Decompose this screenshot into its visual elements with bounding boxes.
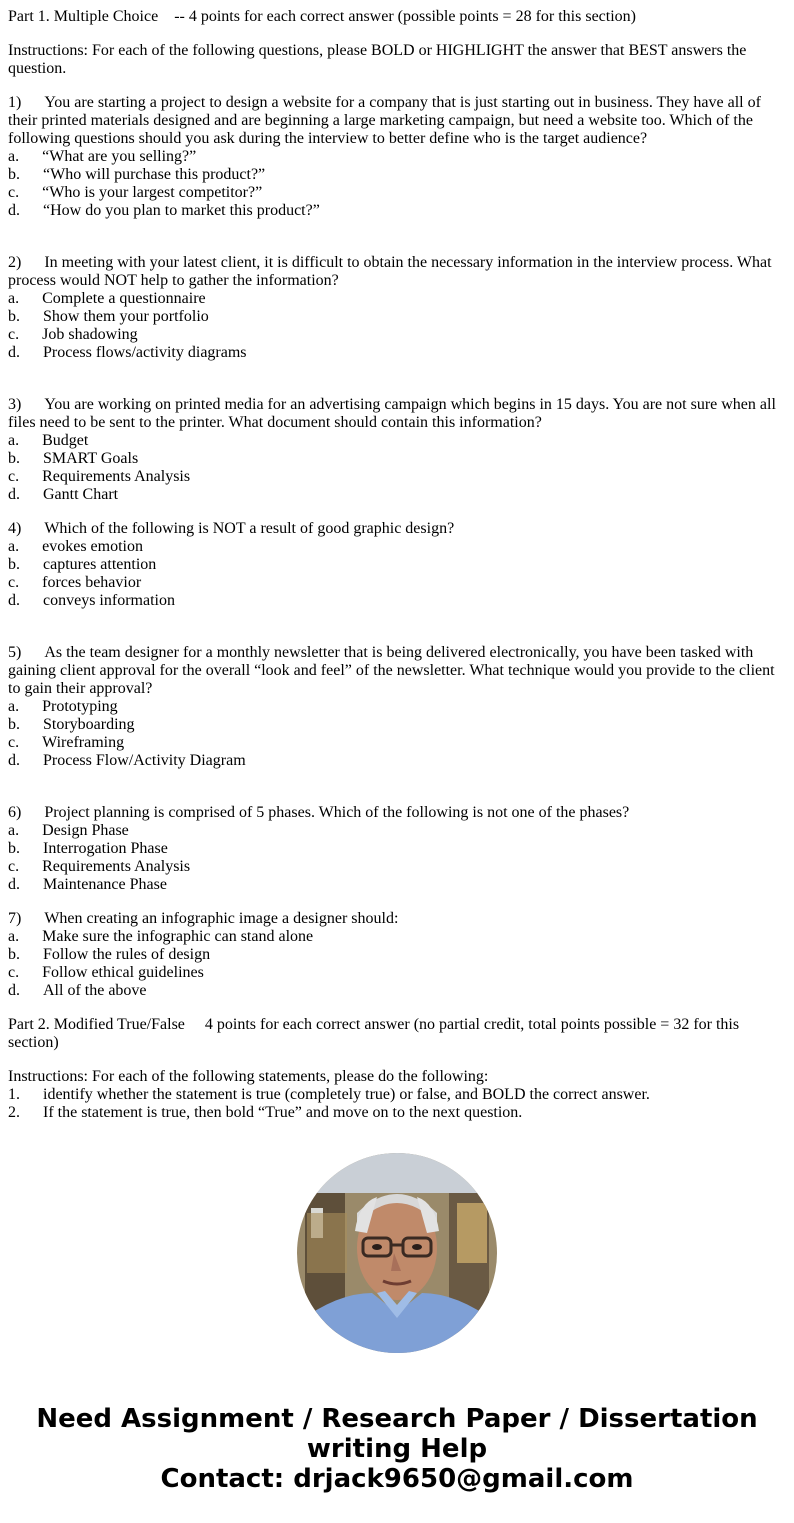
option-c: c. forces behavior [8, 574, 142, 591]
promo-line-1: Need Assignment / Research Paper / Dissertation [36, 1404, 758, 1434]
question-number: 3) [8, 396, 22, 413]
question-number: 7) [8, 910, 22, 927]
step-1: 1. identify whether the statement is true (completely true) or false, and BOLD the correct answer. [8, 1086, 650, 1103]
author-photo [297, 1153, 497, 1353]
question-2 [8, 254, 788, 362]
option-c: c. Wireframing [8, 734, 125, 751]
question-number: 4) [8, 520, 22, 537]
part2-instructions: Instructions: For each of the following statements, please do the following: [8, 1068, 489, 1085]
option-a: a. Make sure the infographic can stand alone [8, 928, 314, 945]
question-number: 5) [8, 644, 22, 661]
promo-contact[interactable]: Contact: drjack9650@gmail.com [160, 1464, 634, 1494]
option-a: a. Complete a questionnaire [8, 290, 206, 307]
step-2: 2. If the statement is true, then bold “True” and move on to the next question. [8, 1104, 523, 1121]
option-a: a. Prototyping [8, 698, 118, 715]
question-text: As the team designer for a monthly newsletter that is being delivered electronically, you have been tasked with gaining client approval for the overall “look and feel” of the newsletter. What technique would you provide to the client to gain their approval? [8, 644, 775, 697]
part1-title: Part 1. Multiple Choice -- 4 points for each correct answer (possible points = 28 for this section) [8, 8, 636, 25]
option-d: d. “How do you plan to market this product?” [8, 202, 320, 219]
part2-title: Part 2. Modified True/False 4 points for each correct answer (no partial credit, total points possible = 32 for this section) [8, 1016, 744, 1051]
question-text: In meeting with your latest client, it is difficult to obtain the necessary information in the interview process. What process would NOT help to gather the information? [8, 254, 772, 289]
option-d: d. conveys information [8, 592, 175, 609]
promo-line-2: writing Help [306, 1434, 488, 1464]
option-d: d. Process Flow/Activity Diagram [8, 752, 246, 769]
question-4 [8, 520, 788, 610]
option-a: a. Budget [8, 432, 89, 449]
option-a: a. “What are you selling?” [8, 148, 197, 165]
option-a: a. Design Phase [8, 822, 129, 839]
question-number: 2) [8, 254, 22, 271]
portrait-illustration [297, 1153, 497, 1353]
question-number: 6) [8, 804, 22, 821]
part1-instructions: Instructions: For each of the following questions, please BOLD or HIGHLIGHT the answer that BEST answers the question. [8, 42, 747, 77]
question-text: When creating an infographic image a designer should: [44, 910, 399, 927]
question-text: You are starting a project to design a website for a company that is just starting out in business. They have all of their printed materials designed and are beginning a large marketing campaign, but need a website too. Which of the following questions should you ask during the interview to better define who is the target audience? [8, 94, 761, 147]
question-7 [8, 910, 788, 1000]
question-text: Which of the following is NOT a result of good graphic design? [44, 520, 455, 537]
part2-steps [8, 1086, 788, 1122]
option-b: b. “Who will purchase this product?” [8, 166, 266, 183]
option-b: b. Storyboarding [8, 716, 135, 733]
question-number: 1) [8, 94, 22, 111]
question-1 [8, 94, 788, 220]
question-text: Project planning is comprised of 5 phases. Which of the following is not one of the phases? [44, 804, 630, 821]
promo-banner [0, 1404, 794, 1494]
option-b: b. SMART Goals [8, 450, 139, 467]
option-b: b. captures attention [8, 556, 157, 573]
option-c: c. Requirements Analysis [8, 858, 191, 875]
option-d: d. Maintenance Phase [8, 876, 167, 893]
option-c: c. Follow ethical guidelines [8, 964, 204, 981]
option-c: c. Job shadowing [8, 326, 138, 343]
question-text: You are working on printed media for an advertising campaign which begins in 15 days. You are not sure when all files need to be sent to the printer. What document should contain this information? [8, 396, 776, 431]
document-body [8, 8, 788, 1122]
option-c: c. “Who is your largest competitor?” [8, 184, 263, 201]
option-d: d. All of the above [8, 982, 147, 999]
option-d: d. Gantt Chart [8, 486, 119, 503]
option-a: a. evokes emotion [8, 538, 143, 555]
question-3 [8, 396, 788, 504]
option-b: b. Show them your portfolio [8, 308, 209, 325]
option-d: d. Process flows/activity diagrams [8, 344, 247, 361]
question-5 [8, 644, 788, 770]
option-b: b. Follow the rules of design [8, 946, 211, 963]
option-b: b. Interrogation Phase [8, 840, 168, 857]
question-6 [8, 804, 788, 894]
option-c: c. Requirements Analysis [8, 468, 191, 485]
